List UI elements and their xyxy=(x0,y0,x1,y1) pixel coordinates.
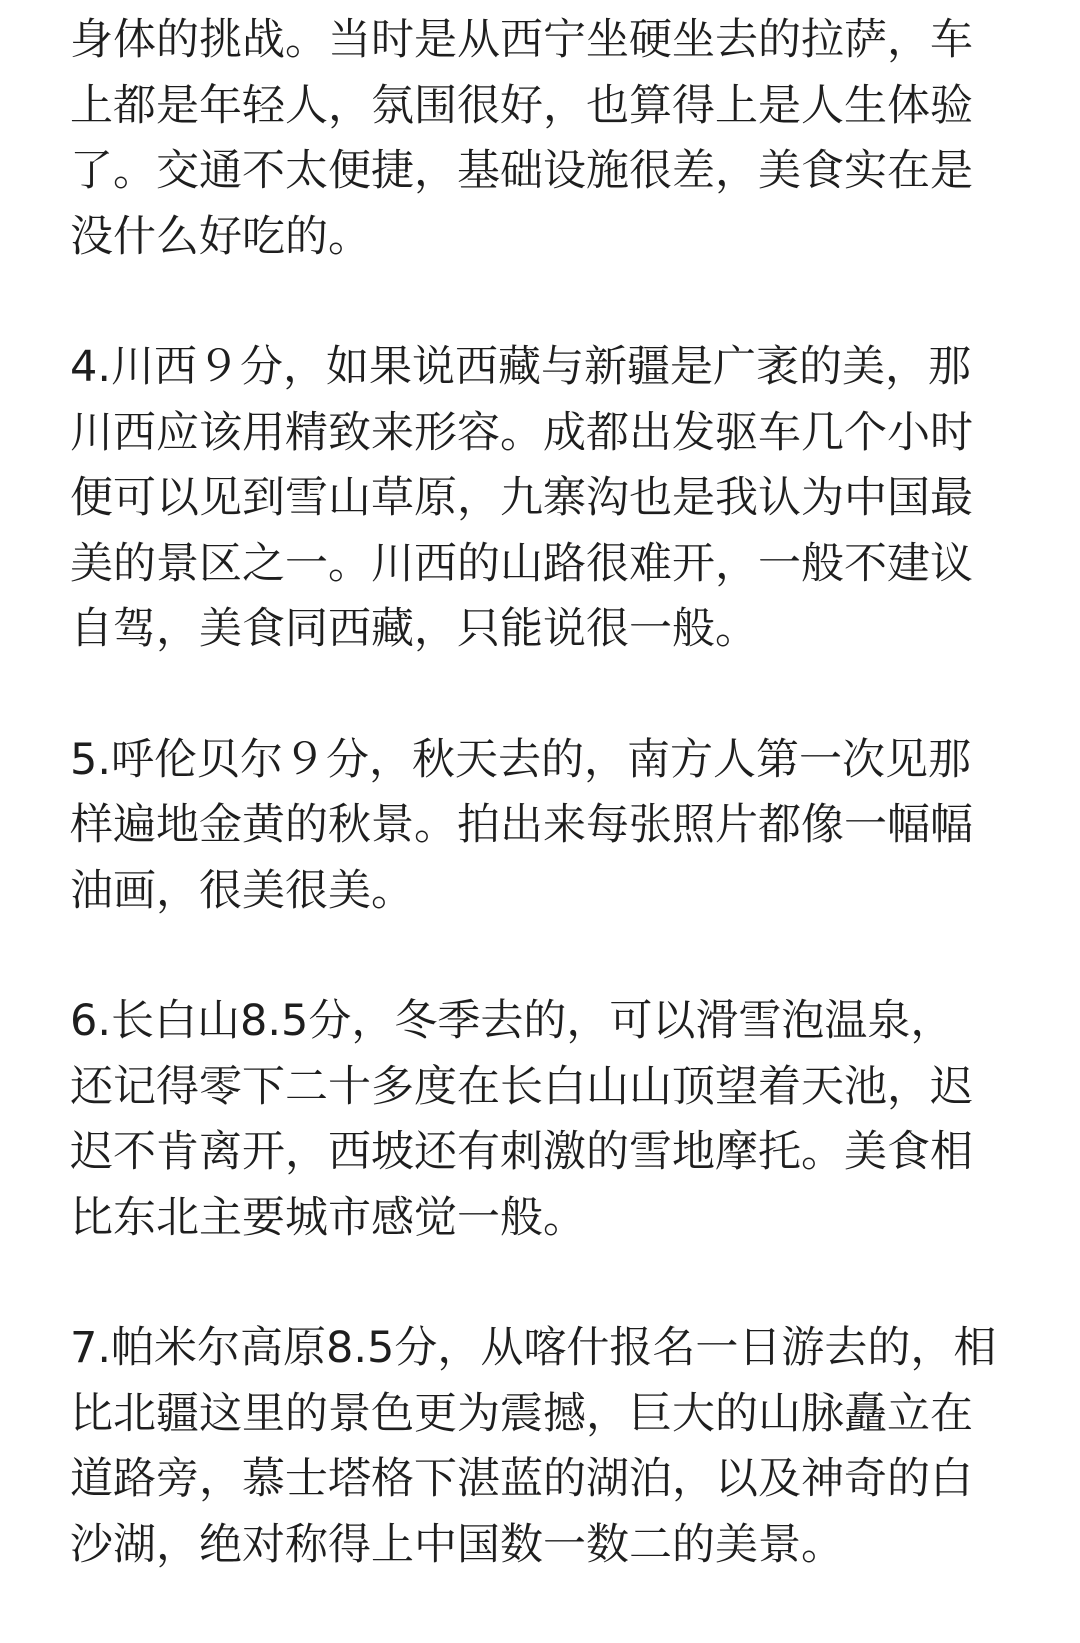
text-line: 6.长白山8.5分，冬季去的，可以滑雪泡温泉， xyxy=(70,996,954,1046)
text-line: 上都是年轻人，氛围很好，也算得上是人生体验 xyxy=(70,80,973,131)
text-line: 了。交通不太便捷，基础设施很差，美食实在是 xyxy=(70,146,973,196)
paragraph-hulunbeier xyxy=(70,728,1010,925)
text-line: 油画，很美很美。 xyxy=(70,865,414,916)
text-line: 还记得零下二十多度在长白山山顶望着天池，迟 xyxy=(70,1061,973,1112)
article-body xyxy=(70,8,1010,1643)
text-line: 比北疆这里的景色更为震撼，巨大的山脉矗立在 xyxy=(70,1388,973,1439)
paragraph-pamir xyxy=(70,1316,1010,1578)
text-line: 便可以见到雪山草原，九寨沟也是我认为中国最 xyxy=(70,473,973,523)
paragraph-chuanxi xyxy=(70,335,1010,663)
text-line: 5.呼伦贝尔９分，秋天去的，南方人第一次见那 xyxy=(70,734,972,785)
text-line: 川西应该用精致来形容。成都出发驱车几个小时 xyxy=(70,407,973,458)
text-line: 7.帕米尔高原8.5分，从喀什报名一日游去的，相 xyxy=(70,1323,997,1373)
text-line: 没什么好吃的。 xyxy=(70,211,371,262)
text-line: 4.川西９分，如果说西藏与新疆是广袤的美，那 xyxy=(70,342,972,392)
text-line: 身体的挑战。当时是从西宁坐硬坐去的拉萨，车 xyxy=(70,15,973,65)
text-line: 道路旁，慕士塔格下湛蓝的湖泊，以及神奇的白 xyxy=(70,1454,973,1504)
paragraph-xizang-continued xyxy=(70,8,1010,270)
text-line: 样遍地金黄的秋景。拍出来每张照片都像一幅幅 xyxy=(70,800,973,850)
paragraph-changbaishan xyxy=(70,989,1010,1251)
text-line: 自驾，美食同西藏，只能说很一般。 xyxy=(70,604,758,654)
text-line: 美的景区之一。川西的山路很难开，一般不建议 xyxy=(70,538,973,589)
text-line: 比东北主要城市感觉一般。 xyxy=(70,1192,586,1243)
text-line: 沙湖，绝对称得上中国数一数二的美景。 xyxy=(70,1519,844,1570)
text-line: 迟不肯离开，西坡还有刺激的雪地摩托。美食相 xyxy=(70,1127,973,1177)
